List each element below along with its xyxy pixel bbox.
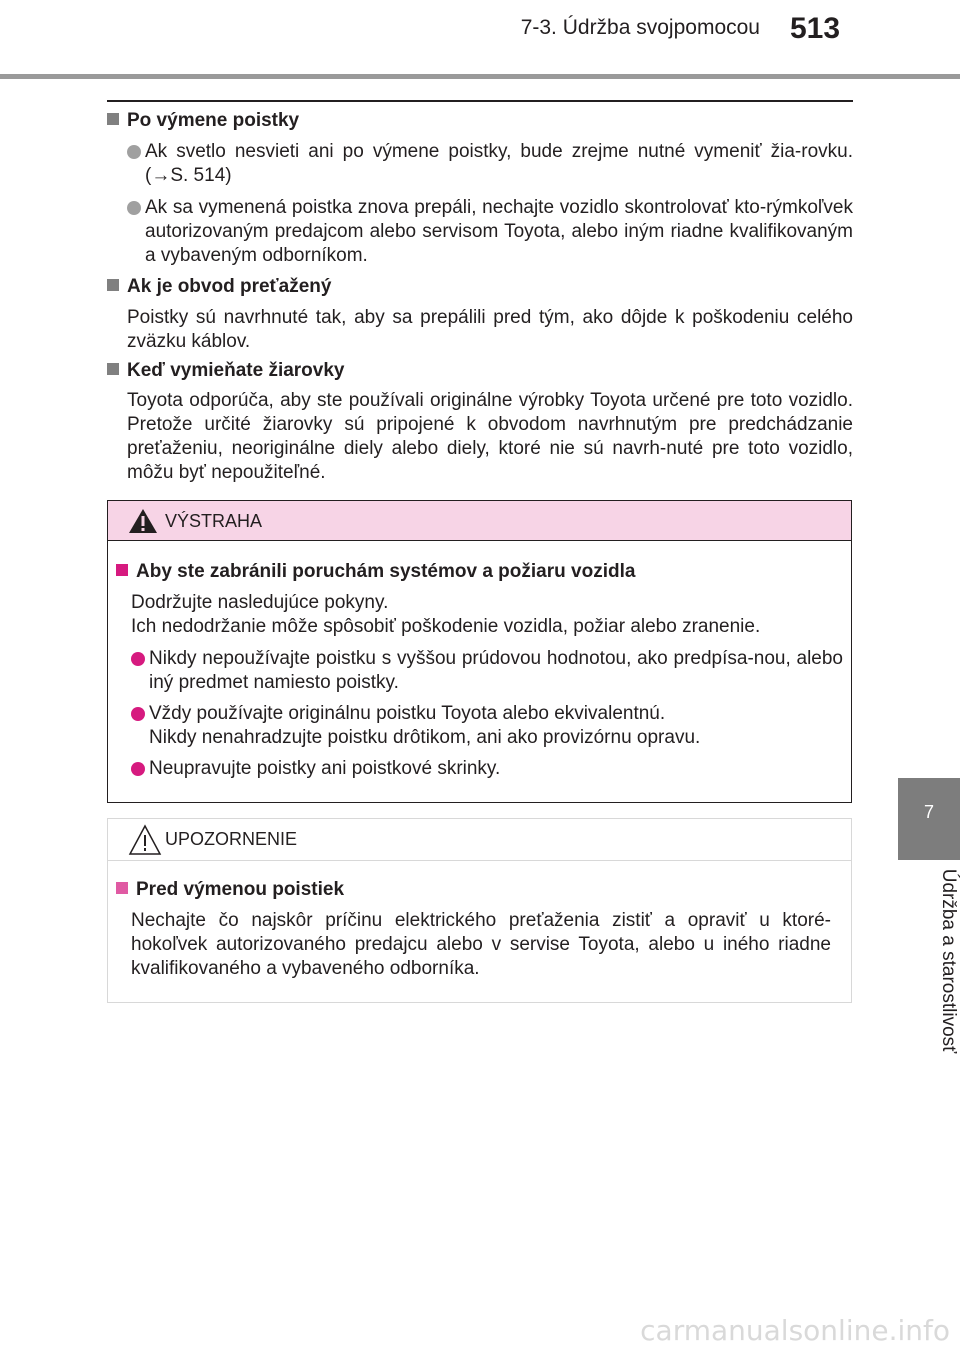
list-item: Ak svetlo nesvieti ani po výmene poistky, bude zrejme nutné vymeniť žia-rovku. (→S. 514) bbox=[127, 140, 853, 188]
page-number: 513 bbox=[790, 12, 841, 45]
chapter-number: 7 bbox=[923, 802, 934, 822]
section-paragraph: Toyota odporúča, aby ste používali originálne výrobky Toyota určené pre toto vozidlo. Pretože určité žiarovky sú pripojené k obvodom navrhnutým pre predchádzanie preťaženiu, neoriginálne diely alebo diely, ktoré nie sú navrh-nuté pre toto vozidlo, môžu byť nepoužiteľné. bbox=[127, 390, 853, 483]
running-header-title: 7-3. Údržba svojpomocou bbox=[520, 16, 760, 39]
caution-header bbox=[108, 819, 851, 861]
list-item: Ak sa vymenená poistka znova prepáli, nechajte vozidlo skontrolovať kto-rýmkoľvek autorizovaným predajcom alebo servisom Toyota, alebo iným riadne kvalifikovaným a vybaveným odborníkom. bbox=[127, 196, 853, 268]
caution-paragraph: Nechajte čo najskôr príčinu elektrického preťaženia zistiť a opraviť u ktoré-hokoľvek autorizovaného predajcu alebo v servise Toyota, alebo u iného riadne kvalifikovaného a vybaveného odborníka. bbox=[131, 910, 831, 979]
square-bullet-icon bbox=[116, 882, 128, 894]
square-bullet-icon bbox=[107, 113, 119, 125]
watermark: carmanualsonline.info bbox=[640, 1314, 950, 1347]
caution-triangle-icon bbox=[128, 823, 162, 857]
warning-box bbox=[107, 500, 852, 803]
warning-list-item: Neupravujte poistky ani poistkové skrinky. bbox=[131, 757, 843, 781]
section-heading: Po výmene poistky bbox=[107, 110, 299, 132]
square-bullet-icon bbox=[107, 363, 119, 375]
warning-list-item: Vždy používajte originálnu poistku Toyota alebo ekvivalentnú. Nikdy nenahradzujte poistku drôtikom, ani ako provizórnu opravu. bbox=[131, 702, 843, 750]
circle-bullet-icon bbox=[127, 145, 141, 159]
circle-bullet-icon bbox=[131, 707, 145, 721]
section-paragraph: Poistky sú navrhnuté tak, aby sa prepálili pred tým, ako dôjde k poškodeniu celého zväzku káblov. bbox=[127, 307, 853, 352]
content-top-rule bbox=[107, 100, 853, 102]
header-rule bbox=[0, 74, 960, 79]
chapter-tab bbox=[898, 778, 960, 860]
circle-bullet-icon bbox=[127, 201, 141, 215]
chapter-title-vertical bbox=[928, 870, 960, 1070]
circle-bullet-icon bbox=[131, 762, 145, 776]
section-heading: Keď vymieňate žiarovky bbox=[107, 360, 345, 382]
caution-box bbox=[107, 818, 852, 1003]
warning-list-item: Nikdy nepoužívajte poistku s vyššou prúdovou hodnotou, ako predpísa-nou, alebo iný predmet namiesto poistky. bbox=[131, 647, 843, 695]
warning-triangle-icon bbox=[128, 507, 158, 535]
warning-heading: Aby ste zabránili poruchám systémov a požiaru vozidla bbox=[116, 561, 635, 583]
warning-intro: Ich nedodržanie môže spôsobiť poškodenie vozidla, požiar alebo zranenie. bbox=[131, 616, 761, 637]
circle-bullet-icon bbox=[131, 652, 145, 666]
caution-heading: Pred výmenou poistiek bbox=[116, 879, 344, 901]
section-heading: Ak je obvod preťažený bbox=[107, 276, 331, 298]
warning-label: VÝSTRAHA bbox=[165, 511, 263, 531]
square-bullet-icon bbox=[107, 279, 119, 291]
chapter-title: Údržba a starostlivosť bbox=[938, 868, 959, 1054]
warning-header bbox=[108, 501, 851, 541]
square-bullet-icon bbox=[116, 564, 128, 576]
warning-intro: Dodržujte nasledujúce pokyny. bbox=[131, 592, 389, 613]
caution-label: UPOZORNENIE bbox=[165, 829, 298, 849]
